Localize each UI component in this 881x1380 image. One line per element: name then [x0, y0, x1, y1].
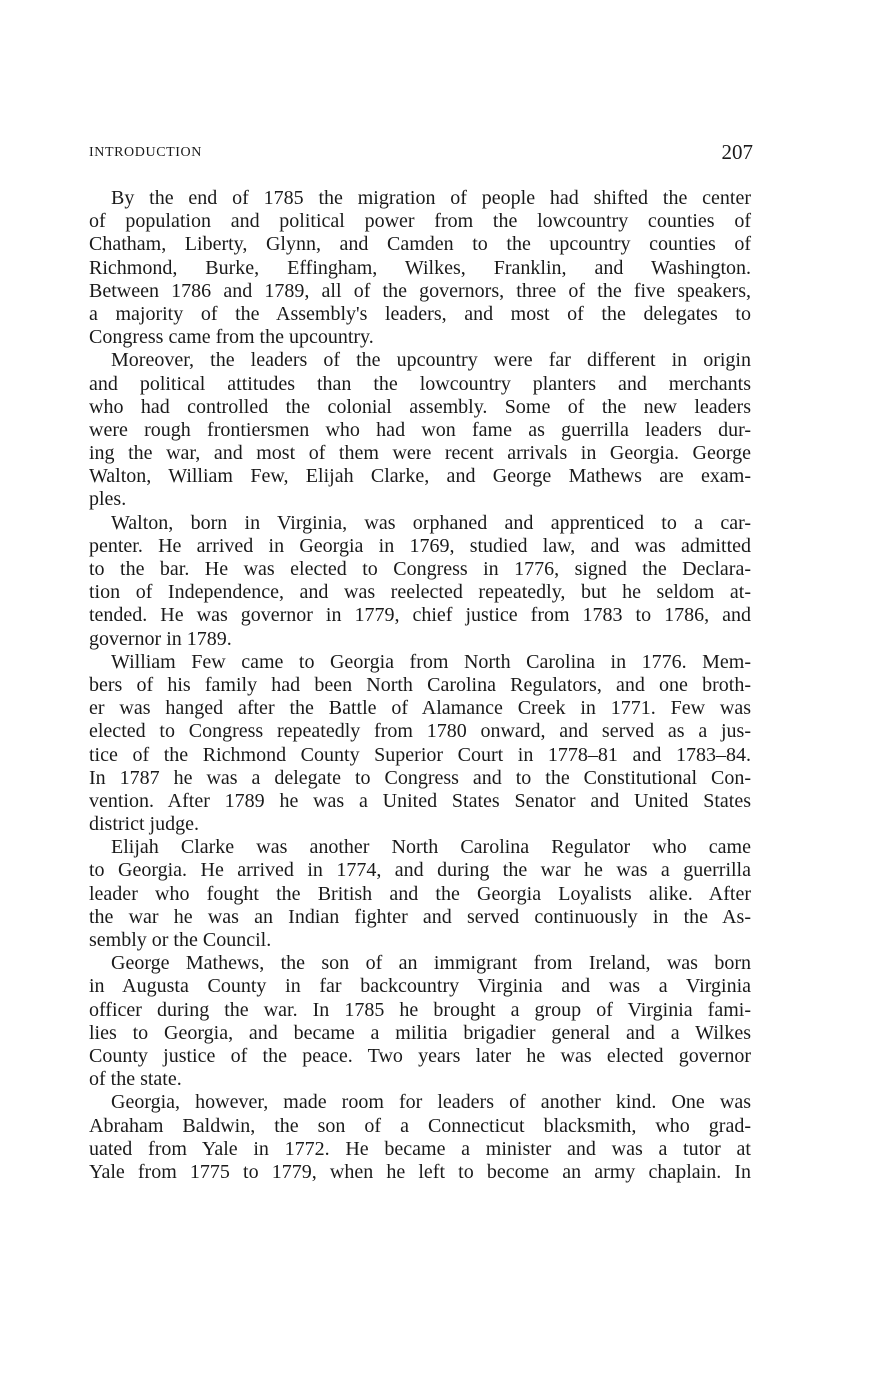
section-title: INTRODUCTION: [89, 145, 202, 160]
paragraph: [89, 512, 751, 651]
text-line: a majority of the Assembly's leaders, and most of the delegates to: [89, 302, 751, 325]
text-line: lies to Georgia, and became a militia brigadier general and a Wilkes: [89, 1021, 751, 1044]
text-line: tion of Independence, and was reelected repeatedly, but he seldom at-: [89, 581, 751, 604]
text-line: ples.: [89, 488, 127, 511]
text-line: Yale from 1775 to 1779, when he left to become an army chaplain. In: [89, 1160, 751, 1183]
paragraph: [89, 187, 751, 349]
text-line: George Mathews, the son of an immigrant from Ireland, was born: [111, 952, 751, 975]
text-line: elected to Congress repeatedly from 1780 onward, and served as a jus-: [89, 720, 751, 743]
text-line: in Augusta County in far backcountry Virginia and was a Virginia: [89, 975, 751, 998]
text-line: vention. After 1789 he was a United States Senator and United States: [89, 789, 751, 812]
text-line: William Few came to Georgia from North Carolina in 1776. Mem-: [111, 650, 751, 673]
text-line: In 1787 he was a delegate to Congress and to the Constitutional Con-: [89, 766, 751, 789]
text-line: who had controlled the colonial assembly. Some of the new leaders: [89, 395, 751, 418]
text-line: Walton, born in Virginia, was orphaned and apprenticed to a car-: [111, 511, 751, 534]
text-line: Georgia, however, made room for leaders of another kind. One was: [111, 1091, 751, 1114]
text-line: Congress came from the upcountry.: [89, 326, 374, 349]
paragraph: [89, 836, 751, 952]
text-line: district judge.: [89, 813, 199, 836]
page-number: 207: [721, 140, 753, 164]
text-line: of the state.: [89, 1068, 182, 1091]
text-line: er was hanged after the Battle of Alamance Creek in 1771. Few was: [89, 697, 751, 720]
text-line: uated from Yale in 1772. He became a minister and was a tutor at: [89, 1137, 751, 1160]
text-line: Walton, William Few, Elijah Clarke, and George Mathews are exam-: [89, 465, 751, 488]
text-line: to the bar. He was elected to Congress in 1776, signed the Declara-: [89, 558, 751, 580]
text-line: Between 1786 and 1789, all of the governors, three of the five speakers,: [89, 279, 751, 302]
text-line: Richmond, Burke, Effingham, Wilkes, Franklin, and Washington.: [89, 256, 751, 279]
text-line: By the end of 1785 the migration of people had shifted the center: [111, 187, 751, 209]
text-line: officer during the war. In 1785 he brought a group of Virginia fami-: [89, 998, 751, 1021]
text-line: tended. He was governor in 1779, chief justice from 1783 to 1786, and: [89, 604, 751, 627]
text-line: Abraham Baldwin, the son of a Connecticut blacksmith, who grad-: [89, 1114, 751, 1137]
text-line: Chatham, Liberty, Glynn, and Camden to the upcountry counties of: [89, 233, 751, 256]
text-line: leader who fought the British and the Georgia Loyalists alike. After: [89, 882, 751, 905]
paragraph: [89, 651, 751, 837]
text-line: penter. He arrived in Georgia in 1769, studied law, and was admitted: [89, 534, 751, 557]
paragraph: [89, 1091, 751, 1184]
text-line: ing the war, and most of them were recent arrivals in Georgia. George: [89, 442, 751, 465]
body-text: [89, 187, 751, 1184]
text-line: sembly or the Council.: [89, 929, 272, 951]
text-line: bers of his family had been North Carolina Regulators, and one broth-: [89, 673, 751, 696]
running-head: [89, 140, 753, 170]
text-line: Moreover, the leaders of the upcountry were far different in origin: [111, 349, 751, 372]
text-line: Elijah Clarke was another North Carolina Regulator who came: [111, 836, 751, 859]
text-line: and political attitudes than the lowcountry planters and merchants: [89, 372, 751, 395]
text-line: tice of the Richmond County Superior Court in 1778–81 and 1783–84.: [89, 743, 751, 766]
text-line: to Georgia. He arrived in 1774, and during the war he was a guerrilla: [89, 859, 751, 882]
text-line: were rough frontiersmen who had won fame as guerrilla leaders dur-: [89, 418, 751, 441]
text-line: of population and political power from the lowcountry counties of: [89, 210, 751, 233]
paragraph: [89, 349, 751, 511]
text-line: the war he was an Indian fighter and served continuously in the As-: [89, 905, 751, 928]
text-line: governor in 1789.: [89, 627, 232, 650]
paragraph: [89, 952, 751, 1091]
text-line: County justice of the peace. Two years later he was elected governor: [89, 1044, 751, 1067]
